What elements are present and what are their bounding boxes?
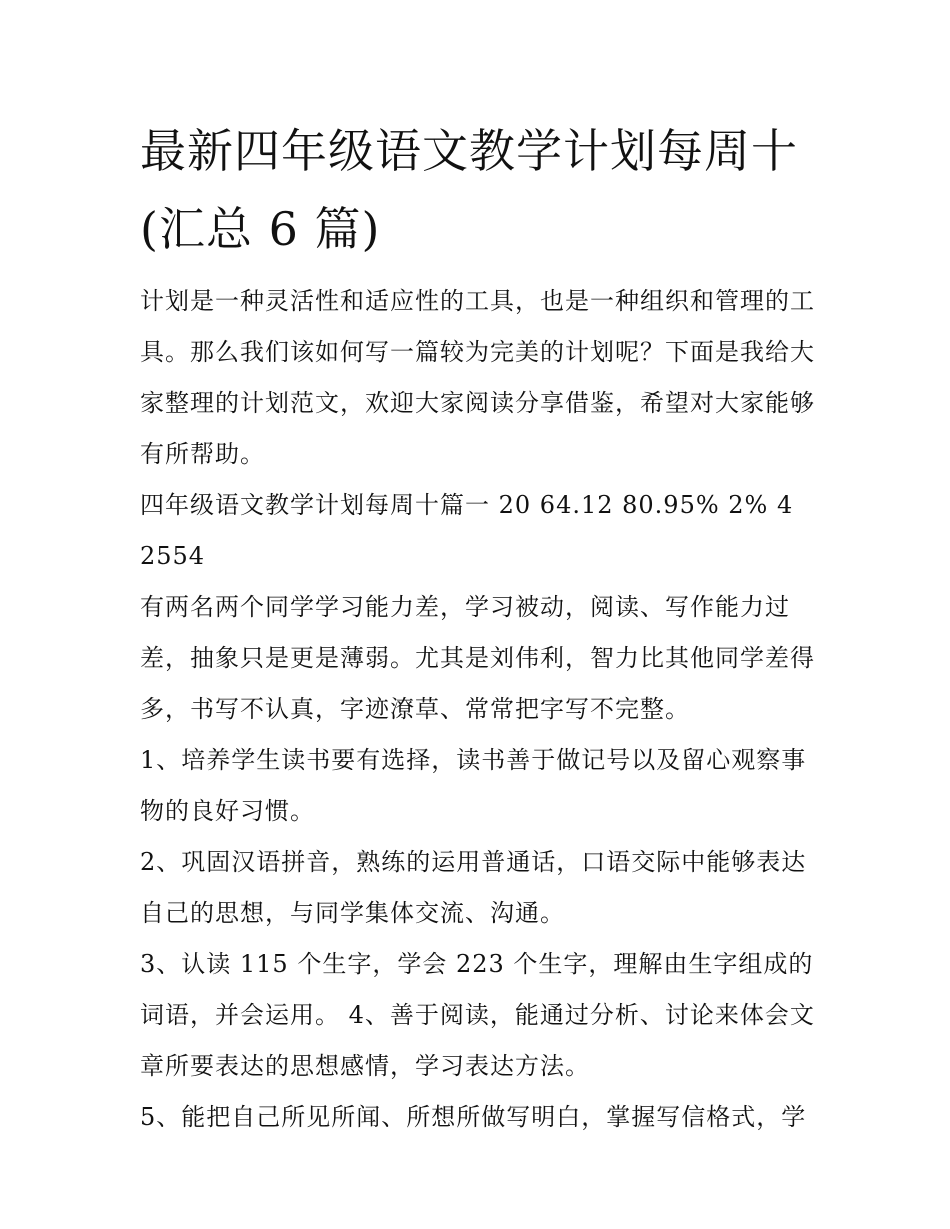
document-body [140, 276, 820, 1143]
paragraph-goal-2: 2、巩固汉语拼音，熟练的运用普通话，口语交际中能够表达自己的思想，与同学集体交流、沟通。 [140, 848, 807, 927]
paragraph-section-heading: 四年级语文教学计划每周十篇一 20 64.12 80.95% 2% 4 2554 [140, 491, 794, 570]
paragraph-goal-3-4: 3、认读 115 个生字，学会 223 个生字，理解由生字组成的词语，并会运用。 4、善于阅读，能通过分析、讨论来体会文章所要表达的思想感情，学习表达方法。 [140, 950, 815, 1080]
paragraph-goal-1: 1、培养学生读书要有选择，读书善于做记号以及留心观察事物的良好习惯。 [140, 746, 807, 825]
paragraph-goal-5: 5、能把自己所见所闻、所想所做写明白，掌握写信格式，学 [140, 1103, 807, 1131]
document-title: 最新四年级语文教学计划每周十(汇总 6 篇) [140, 124, 798, 256]
paragraph-intro: 计划是一种灵活性和适应性的工具，也是一种组织和管理的工具。那么我们该如何写一篇较为完美的计划呢？下面是我给大家整理的计划范文，欢迎大家阅读分享借鉴，希望对大家能够有所帮助。 [140, 287, 815, 468]
paragraph-student-analysis: 有两名两个同学学习能力差，学习被动，阅读、写作能力过差，抽象只是更是薄弱。尤其是刘伟利，智力比其他同学差得多，书写不认真，字迹潦草、常常把字写不完整。 [140, 593, 815, 723]
